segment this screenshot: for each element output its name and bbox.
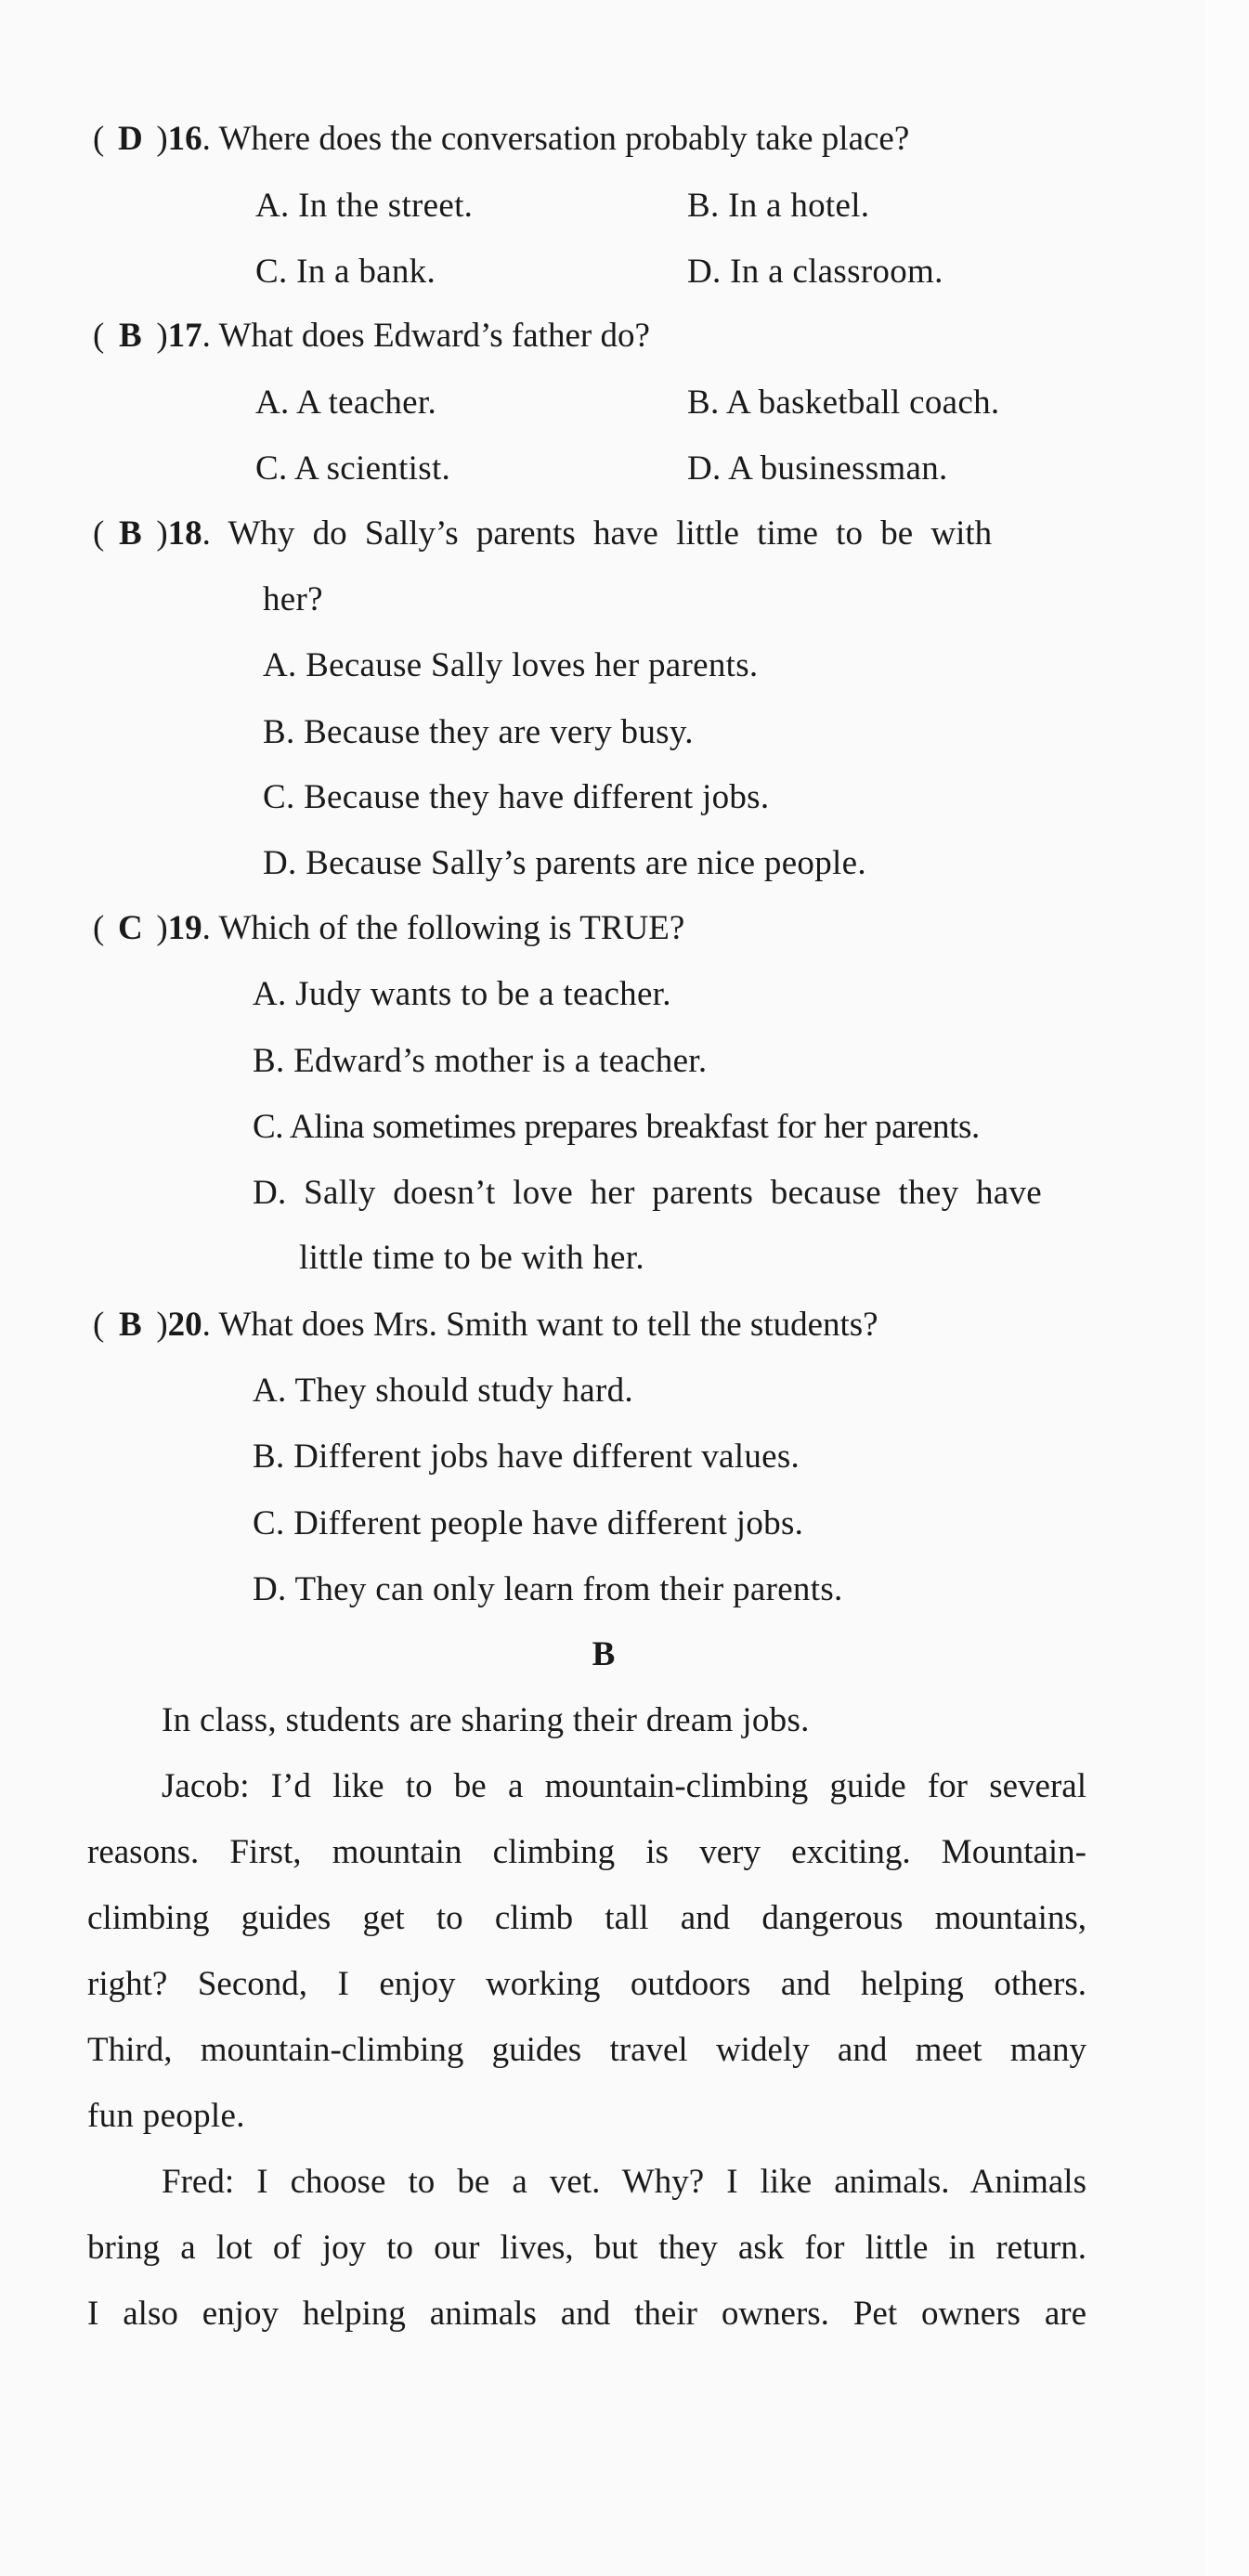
option-19-d-line2: little time to be with her. (299, 1239, 644, 1277)
option-20-c: C. Different people have different jobs. (253, 1504, 804, 1542)
question-number-19: 19 (167, 909, 202, 947)
fred-line-2: bring a lot of joy to our lives, but they ask for little in return. (87, 2229, 1086, 2267)
answer-19: C (117, 909, 143, 947)
question-text-20: What does Mrs. Smith want to tell the students? (218, 1306, 878, 1344)
fred-line-3: I also enjoy helping animals and their owners. Pet owners are (87, 2295, 1086, 2333)
option-17-d: D. A businessman. (687, 449, 948, 488)
section-intro: In class, students are sharing their dream jobs. (162, 1701, 810, 1739)
jacob-line-4: right? Second, I enjoy working outdoors and helping others. (87, 1965, 1086, 2003)
jacob-line-5: Third, mountain-climbing guides travel widely and meet many (87, 2031, 1086, 2069)
option-19-a: A. Judy wants to be a teacher. (253, 975, 671, 1013)
option-20-d: D. They can only learn from their parents. (253, 1570, 843, 1608)
option-20-b: B. Different jobs have different values. (253, 1438, 800, 1476)
answer-17: B (118, 317, 142, 355)
option-19-c: C. Alina sometimes prepares breakfast for her parents. (253, 1108, 980, 1146)
question-text-18-line1: Why do Sally’s parents have little time to be with (228, 514, 993, 553)
question-number-17: 17 (167, 317, 202, 355)
question-text-18-line2: her? (263, 580, 323, 618)
fred-line-1: Fred: I choose to be a vet. Why? I like animals. Animals (162, 2163, 1086, 2201)
question-text-19: Which of the following is TRUE? (218, 909, 685, 947)
option-18-b: B. Because they are very busy. (263, 713, 694, 751)
question-19: ( C )19. Which of the following is TRUE? (93, 909, 685, 947)
question-16: ( D )16. Where does the conversation probably take place? (93, 120, 910, 158)
answer-16: D (117, 120, 143, 158)
jacob-line-6: fun people. (87, 2097, 245, 2135)
answer-20: B (118, 1306, 142, 1344)
question-17: ( B )17. What does Edward’s father do? (93, 317, 650, 355)
question-18: ( B )18. Why do Sally’s parents have little time to be with (93, 514, 993, 553)
option-16-c: C. In a bank. (255, 253, 436, 291)
jacob-line-1: Jacob: I’d like to be a mountain-climbing guide for several (162, 1767, 1086, 1805)
question-number-18: 18 (167, 514, 202, 553)
answer-18: B (118, 514, 142, 553)
option-16-d: D. In a classroom. (687, 253, 943, 291)
option-17-b: B. A basketball coach. (687, 384, 1000, 422)
option-20-a: A. They should study hard. (253, 1372, 633, 1410)
option-17-c: C. A scientist. (255, 449, 451, 488)
question-text-16: Where does the conversation probably take place? (218, 120, 910, 158)
question-text-17: What does Edward’s father do? (218, 317, 650, 355)
question-20: ( B )20. What does Mrs. Smith want to tell the students? (93, 1306, 878, 1344)
option-16-b: B. In a hotel. (687, 187, 870, 225)
option-19-b: B. Edward’s mother is a teacher. (253, 1042, 708, 1080)
option-16-a: A. In the street. (255, 187, 474, 225)
option-19-d: D. Sally doesn’t love her parents because they have (253, 1174, 1043, 1212)
question-number-16: 16 (167, 120, 202, 158)
section-heading: B (592, 1635, 616, 1673)
option-17-a: A. A teacher. (255, 384, 437, 422)
jacob-line-3: climbing guides get to climb tall and dangerous mountains, (87, 1899, 1086, 1937)
option-18-a: A. Because Sally loves her parents. (263, 646, 759, 684)
question-number-20: 20 (167, 1306, 202, 1344)
option-18-d: D. Because Sally’s parents are nice people. (263, 844, 866, 882)
option-18-c: C. Because they have different jobs. (263, 778, 770, 816)
jacob-line-2: reasons. First, mountain climbing is very exciting. Mountain- (87, 1833, 1086, 1871)
